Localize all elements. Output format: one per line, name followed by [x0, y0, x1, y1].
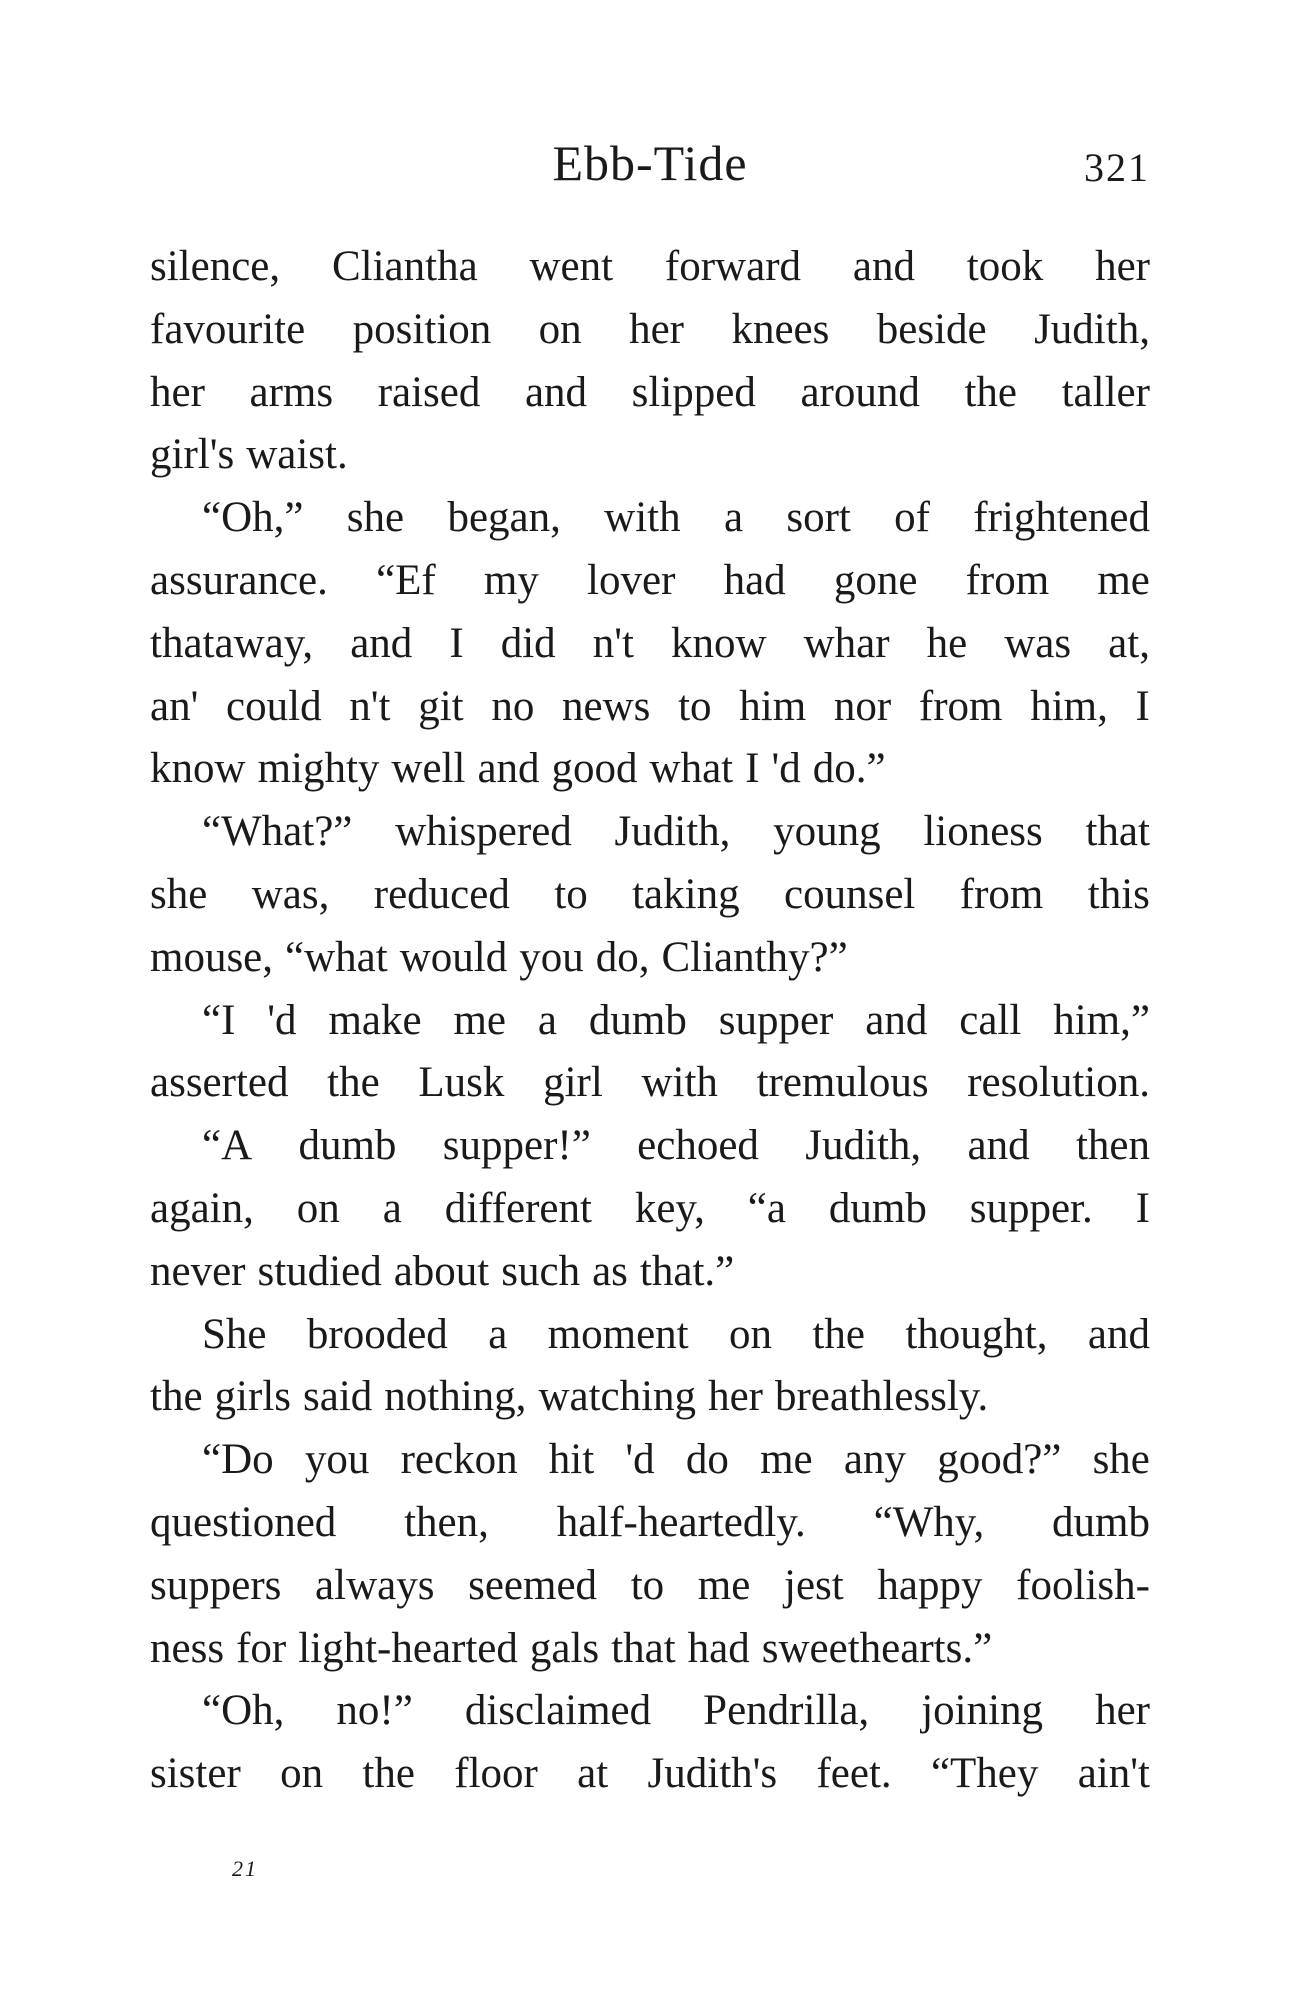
text-line: She brooded a moment on the thought, and	[202, 1310, 1150, 1358]
text-line: “I 'd make me a dumb supper and call him,”	[202, 996, 1150, 1044]
text-line: thataway, and I did n't know whar he was at,	[150, 619, 1150, 667]
text-line: “A dumb supper!” echoed Judith, and then	[202, 1122, 1150, 1170]
text-line: suppers always seemed to me jest happy foolish-	[150, 1561, 1150, 1609]
text-line: “What?” whispered Judith, young lioness that	[202, 808, 1150, 856]
text-line: know mighty well and good what I 'd do.”	[150, 745, 886, 793]
text-line: “Oh,” she began, with a sort of frightened	[202, 494, 1150, 542]
text-line: “Oh, no!” disclaimed Pendrilla, joining her	[202, 1687, 1150, 1735]
signature-mark: 21	[232, 1856, 258, 1881]
text-line: an' could n't git no news to him nor from him, I	[150, 682, 1150, 730]
text-line: assurance. “Ef my lover had gone from me	[150, 556, 1150, 604]
text-line: her arms raised and slipped around the taller	[150, 368, 1150, 416]
text-line: girl's waist.	[150, 431, 348, 479]
text-line: favourite position on her knees beside Judith,	[150, 305, 1150, 353]
text-line: mouse, “what would you do, Clianthy?”	[150, 933, 848, 981]
text-line: asserted the Lusk girl with tremulous resolution.	[150, 1059, 1150, 1107]
text-line: sister on the floor at Judith's feet. “They ain't	[150, 1750, 1150, 1798]
body-text	[150, 236, 1150, 1806]
page-header	[150, 128, 1150, 198]
text-line: never studied about such as that.”	[150, 1247, 735, 1295]
text-line: she was, reduced to taking counsel from this	[150, 870, 1150, 918]
page-number: 321	[1084, 145, 1150, 190]
text-line: questioned then, half-heartedly. “Why, dumb	[150, 1498, 1150, 1546]
text-line: silence, Cliantha went forward and took her	[150, 243, 1150, 290]
text-line: again, on a different key, “a dumb supper. I	[150, 1184, 1150, 1232]
running-title: Ebb-Tide	[552, 135, 748, 191]
text-line: “Do you reckon hit 'd do me any good?” she	[202, 1436, 1150, 1484]
text-line: ness for light-hearted gals that had sweethearts.”	[150, 1624, 993, 1672]
text-line: the girls said nothing, watching her breathlessly.	[150, 1373, 989, 1421]
